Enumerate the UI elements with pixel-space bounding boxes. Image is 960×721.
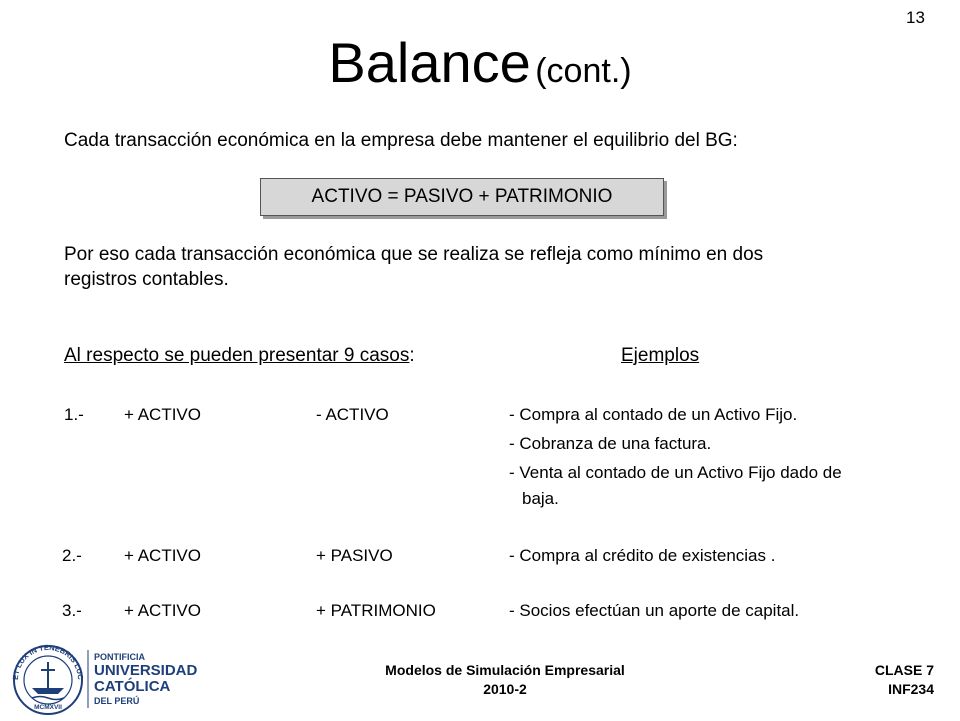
case-2-second: + PASIVO [316, 546, 393, 565]
case-2-first: + ACTIVO [124, 546, 201, 565]
intro-text: Cada transacción económica en la empresa debe mantener el equilibrio del BG: [64, 130, 738, 151]
course-name: Modelos de Simulación Empresarial [385, 662, 625, 678]
case-1-example-2: - Cobranza de una factura. [509, 434, 712, 453]
case-2-example-1: - Compra al crédito de existencias . [509, 546, 776, 565]
course-code: INF234 [888, 681, 934, 697]
footer-course [320, 661, 690, 699]
slide-title [0, 30, 960, 95]
cases-heading-text: Al respecto se pueden presentar 9 casos [64, 345, 410, 366]
equation-box: ACTIVO = PASIVO + PATRIMONIO [260, 178, 664, 216]
reason-line-1: Por eso cada transacción económica que se realiza se refleja como mínimo en dos [64, 244, 764, 265]
reason-text [64, 242, 914, 292]
case-3-example-1: - Socios efectúan un aporte de capital. [509, 601, 800, 620]
slide-number: 13 [906, 8, 925, 27]
title-main: Balance [328, 31, 531, 94]
title-suffix: (cont.) [535, 52, 632, 90]
case-1-example-3: - Venta al contado de un Activo Fijo dado de [509, 463, 842, 482]
logo-motto: ET LUX IN TENEBRIS LUC [10, 642, 86, 681]
logo-line-3: CATÓLICA [94, 678, 171, 695]
class-number: CLASE 7 [874, 662, 934, 678]
cases-heading [64, 343, 415, 368]
case-1-number: 1.- [64, 405, 84, 424]
svg-text:ET LUX IN TENEBRIS LUCET [8, 640, 85, 681]
logo-line-2: UNIVERSIDAD [94, 662, 198, 679]
examples-heading: Ejemplos [621, 345, 700, 366]
reason-line-2: registros contables. [64, 269, 229, 290]
case-1-example-3-cont: baja. [522, 489, 559, 508]
case-1-second: - ACTIVO [316, 405, 389, 424]
case-3-first: + ACTIVO [124, 601, 201, 620]
university-logo [8, 640, 198, 721]
pucp-seal-icon [8, 640, 198, 716]
case-3-second: + PATRIMONIO [316, 601, 436, 620]
case-1-example-1: - Compra al contado de un Activo Fijo. [509, 405, 798, 424]
footer-class [875, 661, 934, 699]
course-term: 2010-2 [483, 681, 527, 697]
logo-year: MCMXVII [34, 704, 62, 711]
case-1-first: + ACTIVO [124, 405, 201, 424]
case-3-number: 3.- [62, 601, 82, 620]
cases-heading-colon: : [409, 345, 415, 366]
logo-line-4: DEL PERÚ [94, 696, 140, 706]
logo-line-1: PONTIFICIA [94, 652, 145, 662]
case-2-number: 2.- [62, 546, 82, 565]
